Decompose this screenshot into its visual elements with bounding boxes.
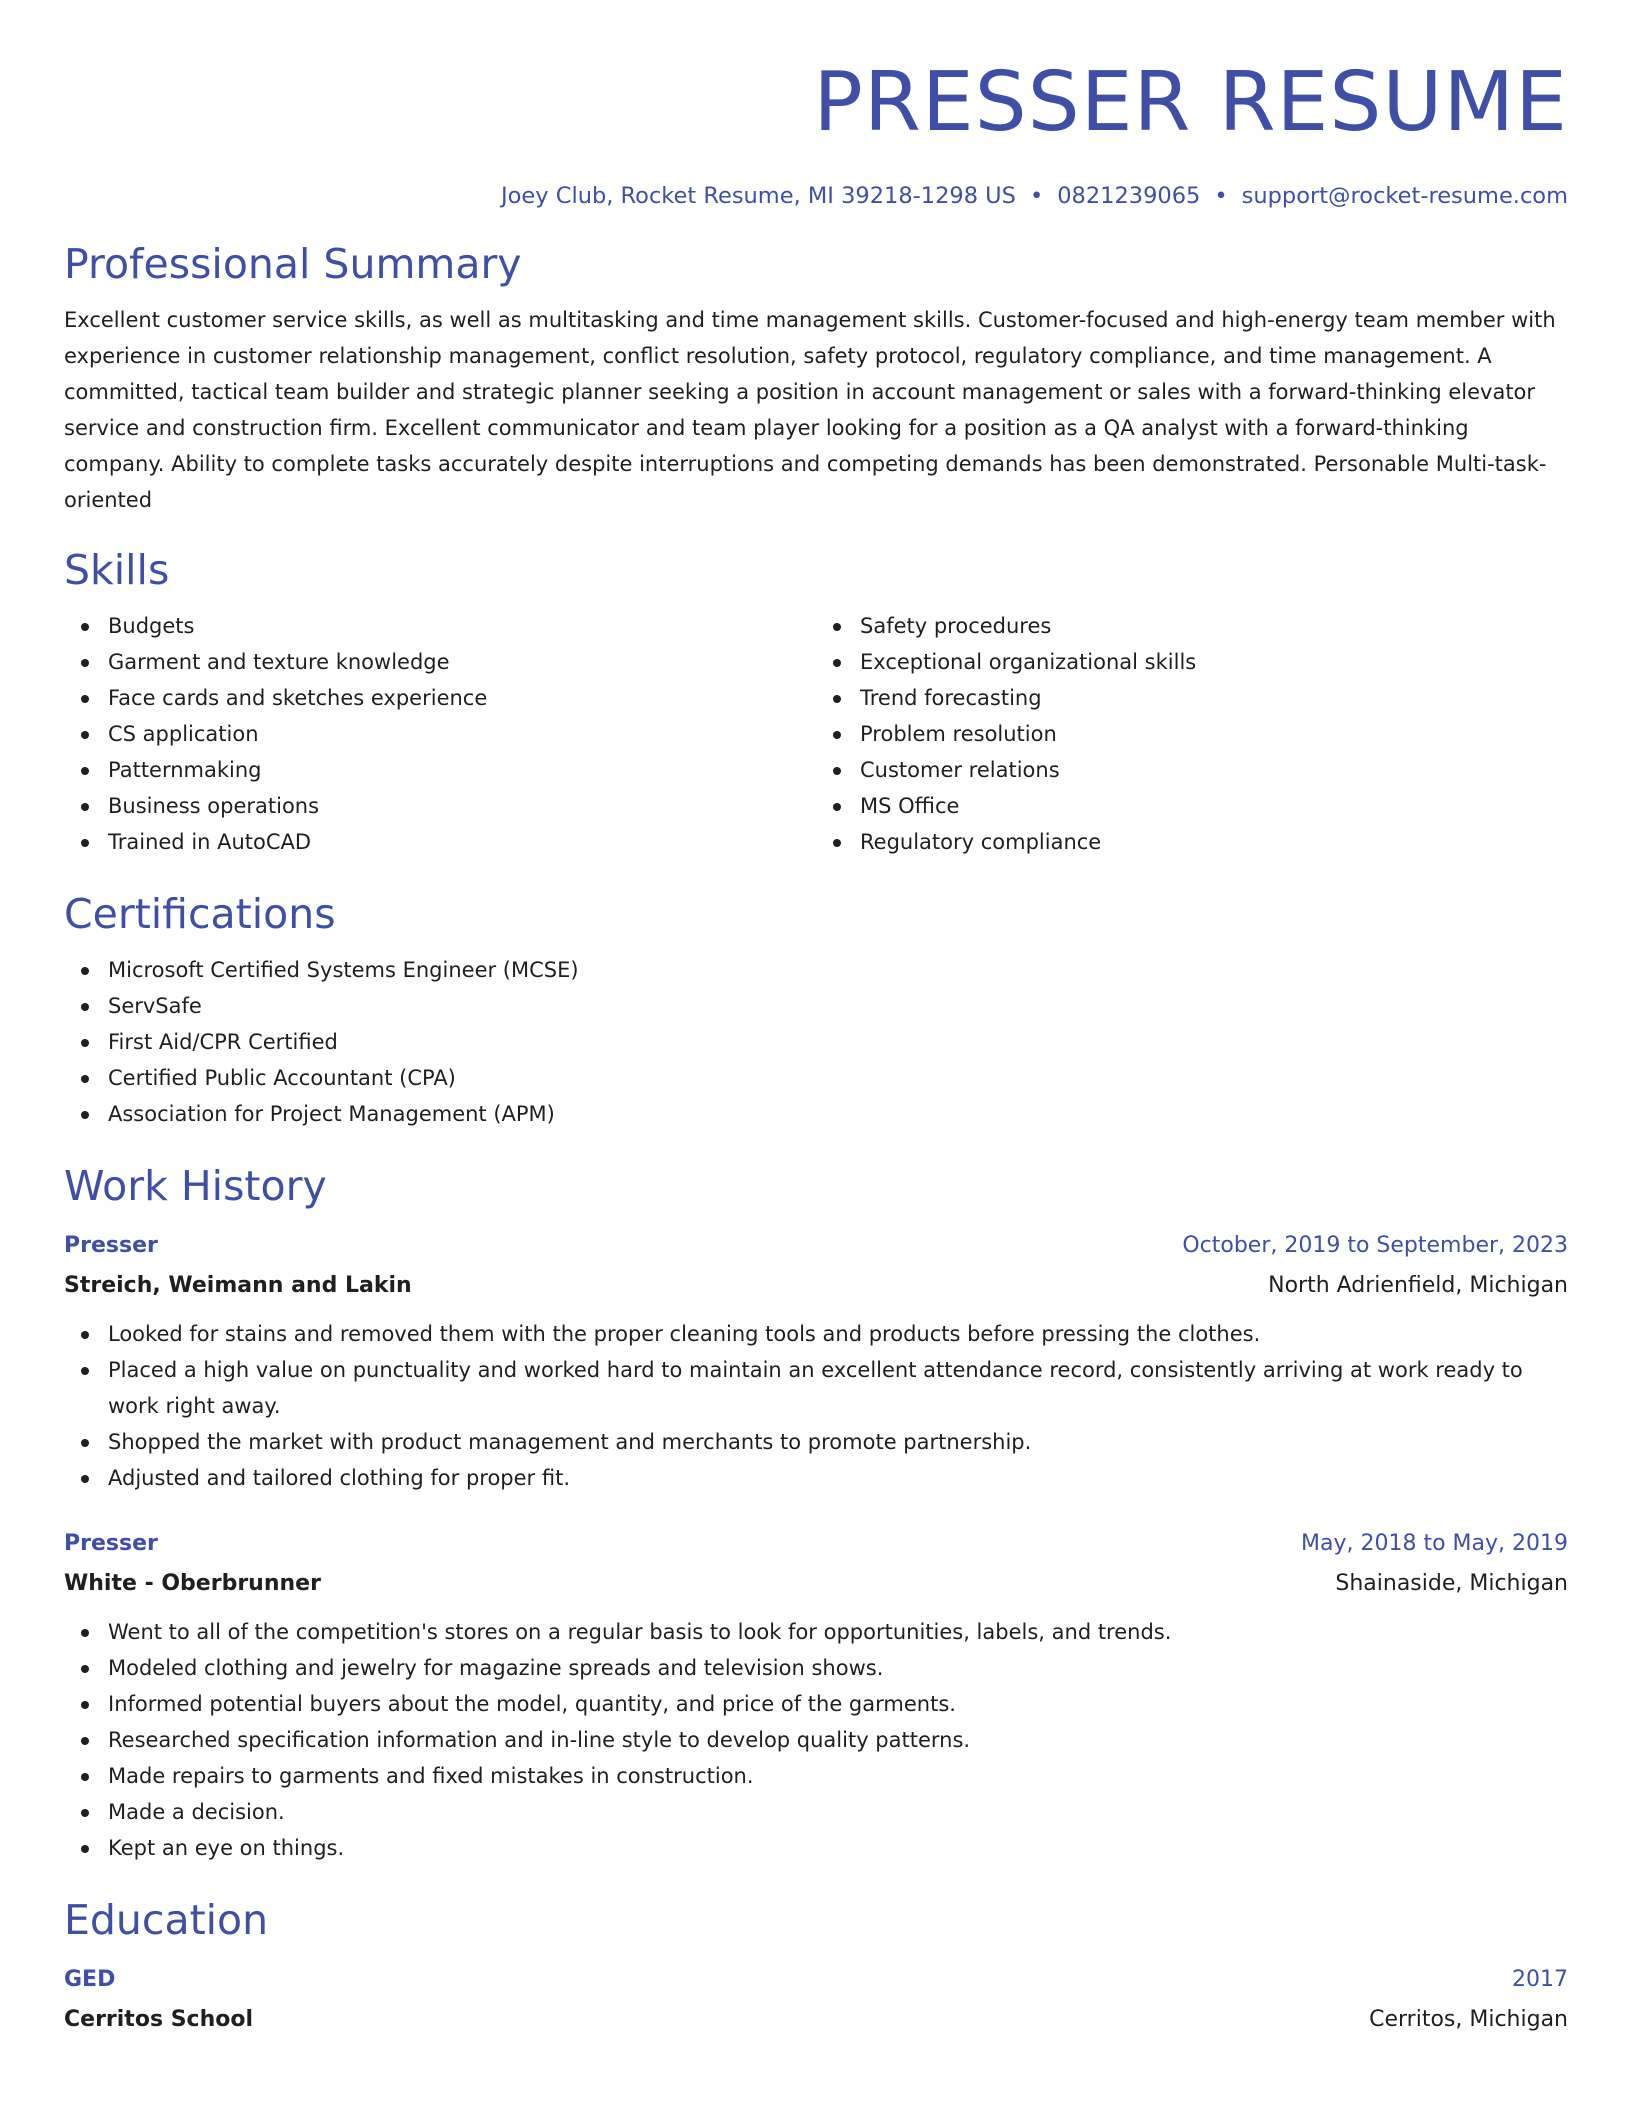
skills-list-right [816, 608, 1568, 860]
skill-item: Safety procedures [860, 608, 1568, 644]
job-bullet: Shopped the market with product management and merchants to promote partnership. [108, 1424, 1568, 1460]
job-bullet: Looked for stains and removed them with the proper cleaning tools and products before pressing the clothes. [108, 1316, 1568, 1352]
certification-item: Microsoft Certified Systems Engineer (MCSE) [108, 952, 1568, 988]
skills-section [64, 544, 1568, 860]
certification-item: ServSafe [108, 988, 1568, 1024]
job-bullet: Modeled clothing and jewelry for magazine spreads and television shows. [108, 1650, 1568, 1686]
skill-item: CS application [108, 716, 816, 752]
certifications-heading: Certifications [64, 890, 336, 938]
candidate-name: PRESSER RESUME [813, 55, 1568, 150]
certifications-list [64, 952, 1568, 1132]
job-employer: Streich, Weimann and Lakin [64, 1273, 412, 1298]
job-title-row [64, 1226, 1568, 1266]
education-section [64, 1894, 1568, 2040]
education-school-row [64, 2000, 1568, 2040]
education-year: 2017 [1512, 1967, 1568, 1992]
job-dates: May, 2018 to May, 2019 [1301, 1531, 1568, 1556]
contact-separator: • [1214, 183, 1228, 209]
certification-item: Association for Project Management (APM) [108, 1096, 1568, 1132]
work-history-heading: Work History [64, 1162, 327, 1210]
job-entry [64, 1226, 1568, 1496]
job-dates: October, 2019 to September, 2023 [1182, 1233, 1568, 1258]
skill-item: Customer relations [860, 752, 1568, 788]
skills-columns [64, 608, 1568, 860]
job-bullet: Placed a high value on punctuality and worked hard to maintain an excellent attendance record, consistently arriving at work ready to work right away. [108, 1352, 1568, 1424]
contact-separator: • [1029, 183, 1044, 209]
education-degree: GED [64, 1967, 116, 1992]
job-bullets [64, 1316, 1568, 1496]
education-school: Cerritos School [64, 2007, 254, 2032]
skill-item: Business operations [108, 788, 816, 824]
skill-item: Regulatory compliance [860, 824, 1568, 860]
skill-item: Patternmaking [108, 752, 816, 788]
job-bullets [64, 1614, 1568, 1866]
contact-phone: 0821239065 [1057, 183, 1201, 209]
job-bullet: Kept an eye on things. [108, 1830, 1568, 1866]
education-degree-row [64, 1960, 1568, 2000]
skill-item: Trend forecasting [860, 680, 1568, 716]
skill-item: Exceptional organizational skills [860, 644, 1568, 680]
job-bullet: Made repairs to garments and fixed mistakes in construction. [108, 1758, 1568, 1794]
job-bullet: Researched specification information and in-line style to develop quality patterns. [108, 1722, 1568, 1758]
certification-item: First Aid/CPR Certified [108, 1024, 1568, 1060]
skill-item: Trained in AutoCAD [108, 824, 816, 860]
education-heading: Education [64, 1896, 269, 1944]
education-entry [64, 1960, 1568, 2040]
work-history-section [64, 1160, 1568, 1866]
summary-section [64, 238, 1568, 518]
skill-item: Garment and texture knowledge [108, 644, 816, 680]
job-location: Shainaside, Michigan [1335, 1571, 1568, 1596]
job-bullet: Made a decision. [108, 1794, 1568, 1830]
certifications-section [64, 888, 1568, 1132]
job-bullet: Informed potential buyers about the model, quantity, and price of the garments. [108, 1686, 1568, 1722]
skills-list-left [64, 608, 816, 860]
job-employer-row [64, 1564, 1568, 1604]
job-location: North Adrienfield, Michigan [1268, 1273, 1568, 1298]
job-employer-row [64, 1266, 1568, 1306]
skill-item: MS Office [860, 788, 1568, 824]
contact-address: Joey Club, Rocket Resume, MI 39218-1298 US [501, 183, 1016, 209]
job-entry [64, 1524, 1568, 1866]
certification-item: Certified Public Accountant (CPA) [108, 1060, 1568, 1096]
summary-text: Excellent customer service skills, as well as multitasking and time management skills. Customer-focused and high-energy team member with experience in customer relationship management, conflict resolution, safety protocol, regulatory compliance, and time management. A committed, tactical team builder and strategic planner seeking a position in account management or sales with a forward-thinking elevator service and construction firm. Excellent communicator and team player looking for a position as a QA analyst with a forward-thinking company. Ability to complete tasks accurately despite interruptions and competing demands has been demonstrated. Personable Multi-task-oriented [64, 308, 1556, 512]
contact-email: support@rocket-resume.com [1241, 183, 1568, 209]
resume-header [64, 48, 1568, 212]
job-title: Presser [64, 1531, 158, 1556]
summary-heading: Professional Summary [64, 240, 522, 288]
job-employer: White - Oberbrunner [64, 1571, 321, 1596]
job-bullet: Adjusted and tailored clothing for proper fit. [108, 1460, 1568, 1496]
skill-item: Problem resolution [860, 716, 1568, 752]
skill-item: Face cards and sketches experience [108, 680, 816, 716]
job-bullet: Went to all of the competition's stores on a regular basis to look for opportunities, labels, and trends. [108, 1614, 1568, 1650]
job-title-row [64, 1524, 1568, 1564]
contact-line [64, 180, 1568, 212]
skill-item: Budgets [108, 608, 816, 644]
education-location: Cerritos, Michigan [1369, 2007, 1568, 2032]
skills-heading: Skills [64, 546, 170, 594]
job-title: Presser [64, 1233, 158, 1258]
